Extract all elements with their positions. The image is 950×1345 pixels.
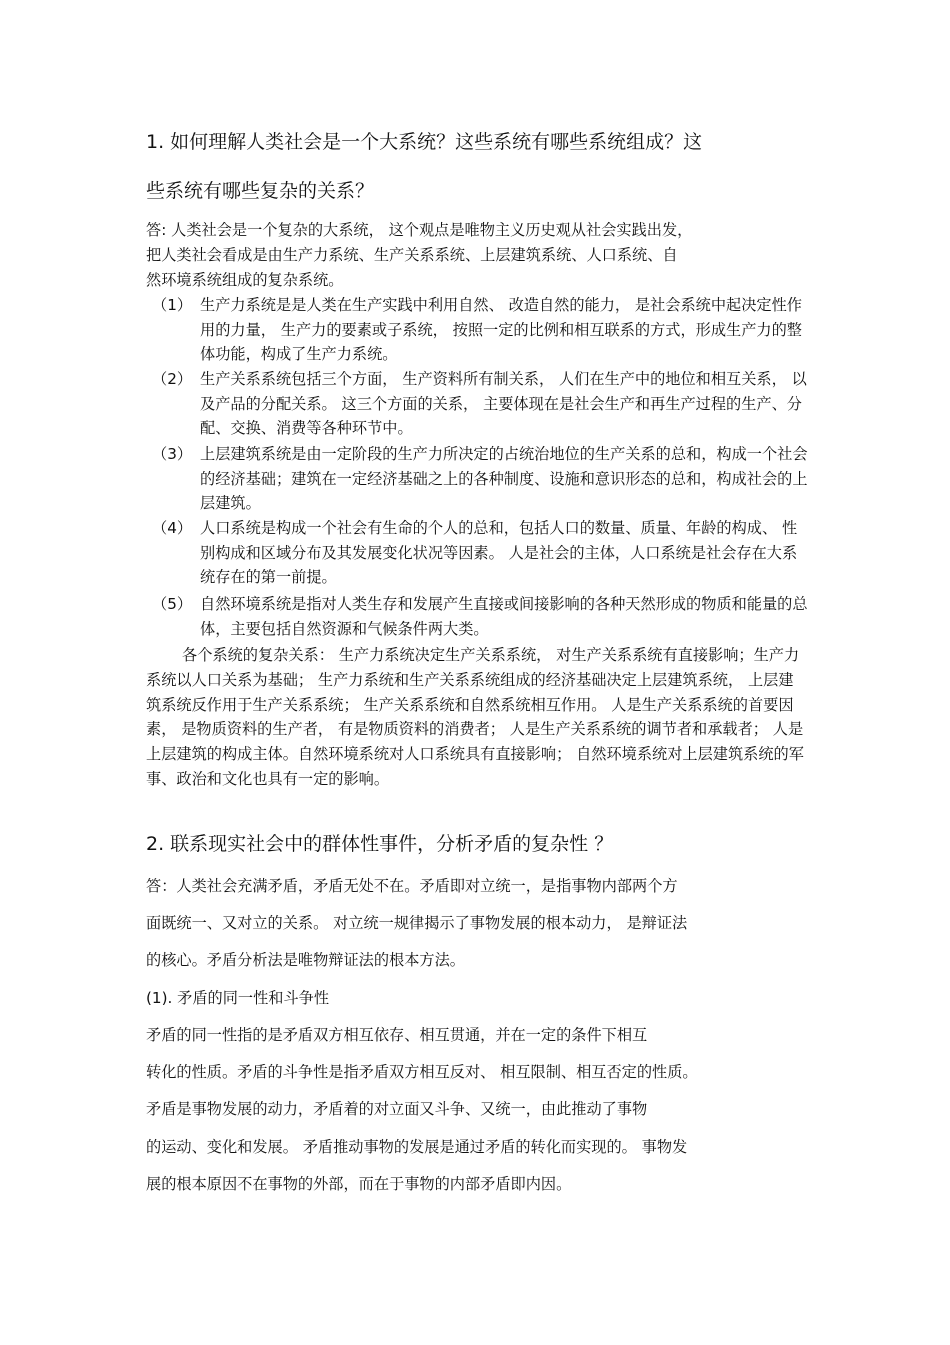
question-2-title: 2. 联系现实社会中的群体性事件，分析矛盾的复杂性 ？	[146, 833, 614, 855]
list-item-text: 人口系统是构成一个社会有生命的个人的总和，包括人口的数量、质量、年龄的构成、 性别构成和区域分布及其发展变化状况等因素。 人是社会的主体，人口系统是社会存在大系统存在的第一前提。	[200, 519, 798, 586]
answer-2-line: 矛盾的同一性指的是矛盾双方相互依存、相互贯通，并在一定的条件下相互	[146, 1026, 648, 1044]
answer-1-intro-line: 然环境系统组成的复杂系统。	[146, 271, 344, 289]
answer-2-line: 转化的性质。矛盾的斗争性是指矛盾双方相互反对、 相互限制、相互否定的性质。	[146, 1063, 698, 1081]
answer-1-intro-line: 把人类社会看成是由生产力系统、生产关系系统、上层建筑系统、人口系统、自	[146, 246, 678, 264]
list-item-text: 上层建筑系统是由一定阶段的生产力所决定的占统治地位的生产关系的总和，构成一个社会的经济基础；建筑在一定经济基础之上的各种制度、设施和意识形态的总和，构成社会的上层建筑。	[200, 445, 808, 512]
list-item-text: 生产关系系统包括三个方面， 生产资料所有制关系， 人们在生产中的地位和相互关系， 以及产品的分配关系。 这三个方面的关系， 主要体现在是社会生产和再生产过程的生产、分配、交换、消费等各种环节中。	[200, 370, 807, 437]
answer-1-intro-line: 答: 人类社会是一个复杂的大系统， 这个观点是唯物主义历史观从社会实践出发，	[146, 221, 693, 239]
list-item-text: 生产力系统是是人类在生产实践中利用自然、 改造自然的能力， 是社会系统中起决定性作用的力量， 生产力的要素或子系统， 按照一定的比例和相互联系的方式，形成生产力的整体功能，构成了生产力系统。	[200, 296, 802, 363]
answer-2-line: 的核心。矛盾分析法是唯物辩证法的根本方法。	[146, 951, 465, 969]
answer-2-line: 展的根本原因不在事物的外部，而在于事物的内部矛盾即内因。	[146, 1175, 572, 1193]
list-item-number: （5）	[152, 595, 193, 613]
list-item-text: 自然环境系统是指对人类生存和发展产生直接或间接影响的各种天然形成的物质和能量的总体，主要包括自然资源和气候条件两大类。	[200, 595, 808, 638]
list-item-number: （3）	[152, 445, 193, 463]
answer-2-line: 面既统一、又对立的关系。 对立统一规律揭示了事物发展的根本动力， 是辩证法	[146, 914, 688, 932]
answer-2-subheading: (1). 矛盾的同一性和斗争性	[146, 989, 330, 1007]
list-item-number: （1）	[152, 296, 193, 314]
relations-paragraph: 各个系统的复杂关系： 生产力系统决定生产关系系统， 对生产关系系统有直接影响；生产力系统以人口关系为基础； 生产力系统和生产关系系统组成的经济基础决定上层建筑系统， 上层建筑系统反作用于生产关系系统； 生产关系系统和自然系统相互作用。 人是生产关系系统的首要因素， 是物质资料的生产者， 有是物质资料的消费者； 人是生产关系系统的调节者和承载者； 人是上层建筑的构成主体。自然环境系统对人口系统具有直接影响； 自然环境系统对上层建筑系统的军事、政治和文化也具有一定的影响。	[146, 646, 804, 788]
question-1-line-2: 些系统有哪些复杂的关系？	[146, 180, 375, 202]
answer-2-line: 矛盾是事物发展的动力，矛盾着的对立面又斗争、又统一，由此推动了事物	[146, 1100, 648, 1118]
answer-2-line: 答：人类社会充满矛盾，矛盾无处不在。矛盾即对立统一，是指事物内部两个方	[146, 877, 678, 895]
question-1-line-1: 1. 如何理解人类社会是一个大系统？这些系统有哪些系统组成？这	[146, 131, 703, 153]
list-item-number: （2）	[152, 370, 193, 388]
answer-2-line: 的运动、变化和发展。 矛盾推动事物的发展是通过矛盾的转化而实现的。 事物发	[146, 1138, 688, 1156]
list-item-number: （4）	[152, 519, 193, 537]
